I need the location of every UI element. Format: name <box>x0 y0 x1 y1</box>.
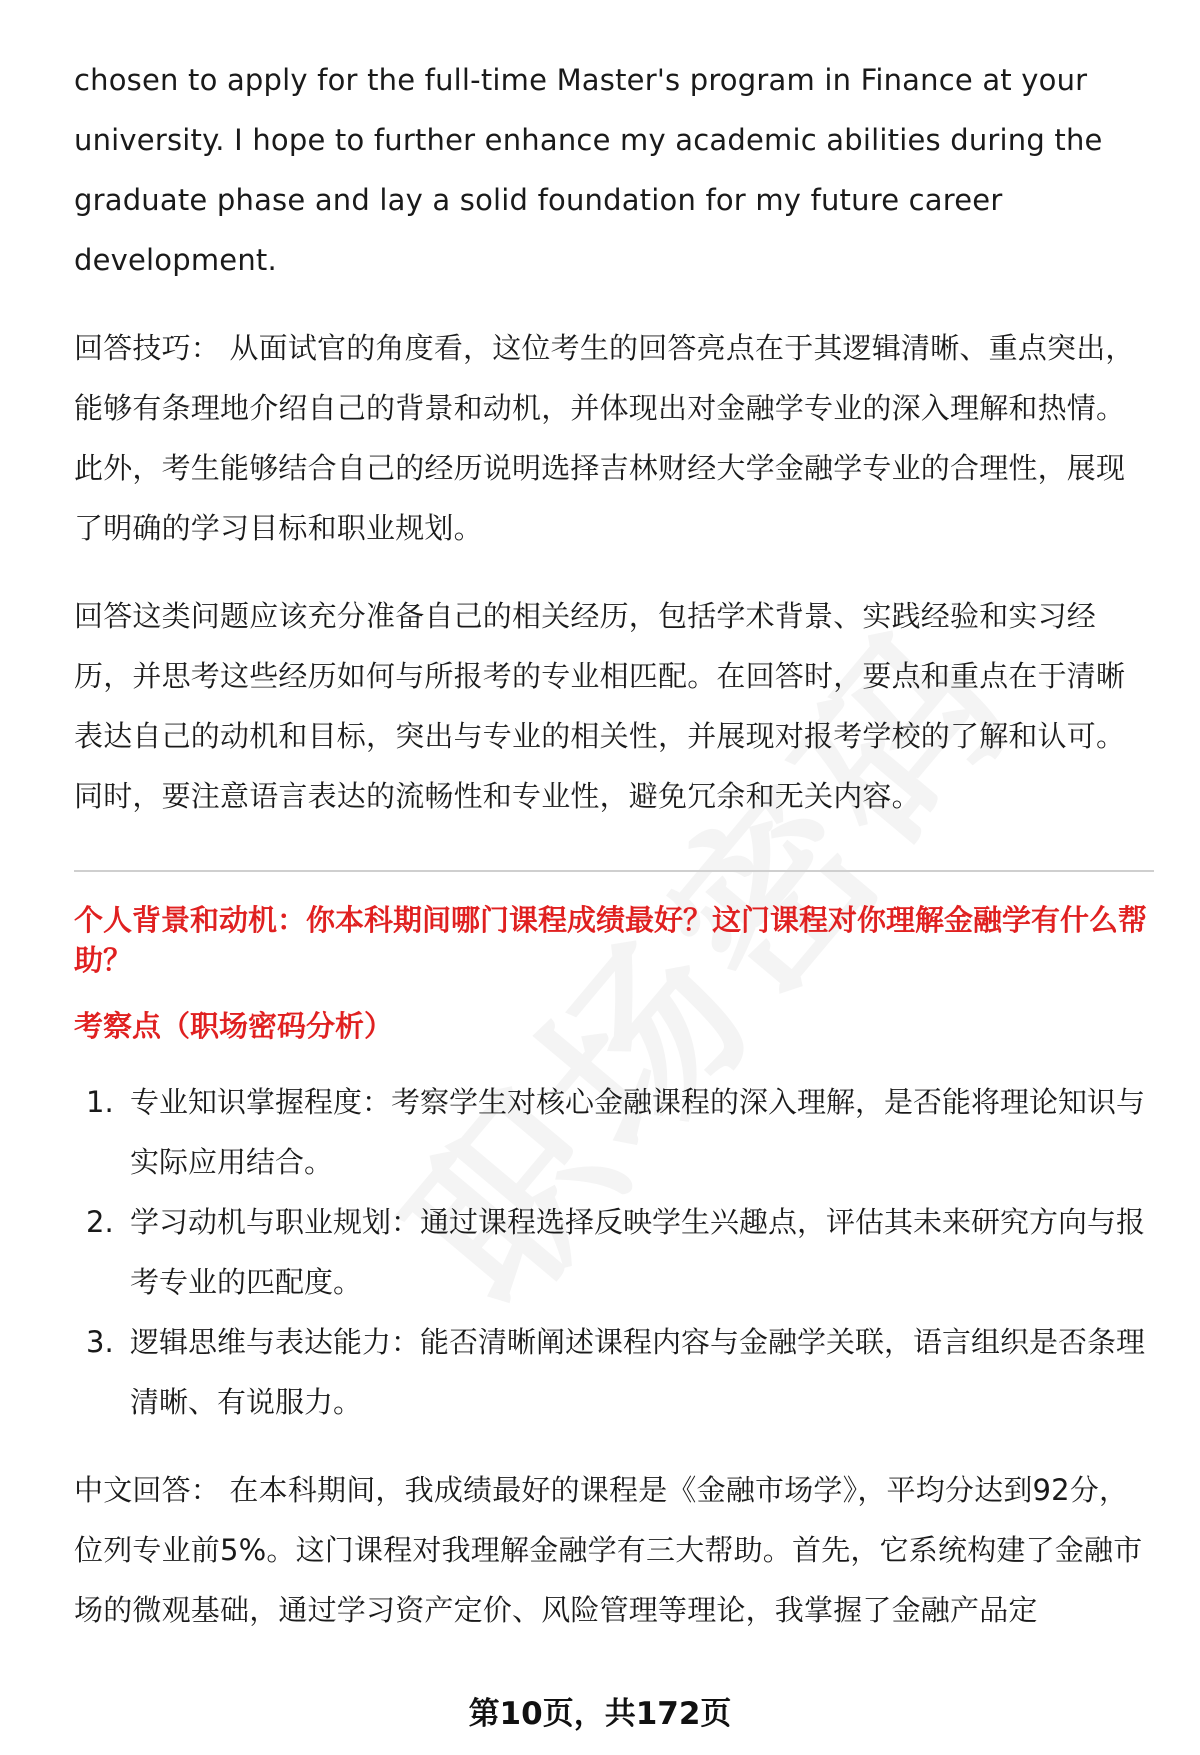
list-item <box>74 1192 1154 1312</box>
page-number-footer: 第10页，共172页 <box>468 1696 732 1732</box>
list-item-number: 1. <box>86 1085 114 1119</box>
exam-points-title: 考察点（职场密码分析） <box>74 1009 394 1043</box>
list-item-text: 学习动机与职业规划：通过课程选择反映学生兴趣点，评估其未来研究方向与报考专业的匹配度。 <box>130 1205 1146 1299</box>
answer-tips-paragraph: 回答技巧： 从面试官的角度看，这位考生的回答亮点在于其逻辑清晰、重点突出，能够有条理地介绍自己的背景和动机，并体现出对金融学专业的深入理解和热情。此外，考生能够结合自己的经历说明选择吉林财经大学金融学专业的合理性，展现了明确的学习目标和职业规划。 <box>74 331 1135 545</box>
list-item-text: 专业知识掌握程度：考察学生对核心金融课程的深入理解，是否能将理论知识与实际应用结合。 <box>130 1085 1146 1179</box>
answer-advice-paragraph: 回答这类问题应该充分准备自己的相关经历，包括学术背景、实践经验和实习经历，并思考这些经历如何与所报考的专业相匹配。在回答时，要点和重点在于清晰表达自己的动机和目标，突出与专业的相关性，并展现对报考学校的了解和认可。同时，要注意语言表达的流畅性和专业性，避免冗余和无关内容。 <box>74 599 1126 813</box>
list-item-text: 逻辑思维与表达能力：能否清晰阐述课程内容与金融学关联，语言组织是否条理清晰、有说服力。 <box>130 1325 1146 1419</box>
exam-points-list <box>74 1072 1154 1432</box>
question-heading: 个人背景和动机：你本科期间哪门课程成绩最好？这门课程对你理解金融学有什么帮助？ <box>74 903 1148 977</box>
list-item-number: 3. <box>86 1325 114 1359</box>
list-item <box>74 1072 1154 1192</box>
intro-english-paragraph: chosen to apply for the full-time Master's program in Finance at your university. I hope to further enhance my academic abilities during the graduate phase and lay a solid foundation for my future career development. <box>74 63 1103 277</box>
list-item-number: 2. <box>86 1205 114 1239</box>
section-divider <box>74 870 1154 872</box>
document-page <box>74 50 1154 1640</box>
chinese-answer-paragraph: 中文回答： 在本科期间，我成绩最好的课程是《金融市场学》，平均分达到92分，位列专业前5%。这门课程对我理解金融学有三大帮助。首先，它系统构建了金融市场的微观基础，通过学习资产定价、风险管理等理论，我掌握了金融产品定 <box>74 1473 1143 1627</box>
list-item <box>74 1312 1154 1432</box>
